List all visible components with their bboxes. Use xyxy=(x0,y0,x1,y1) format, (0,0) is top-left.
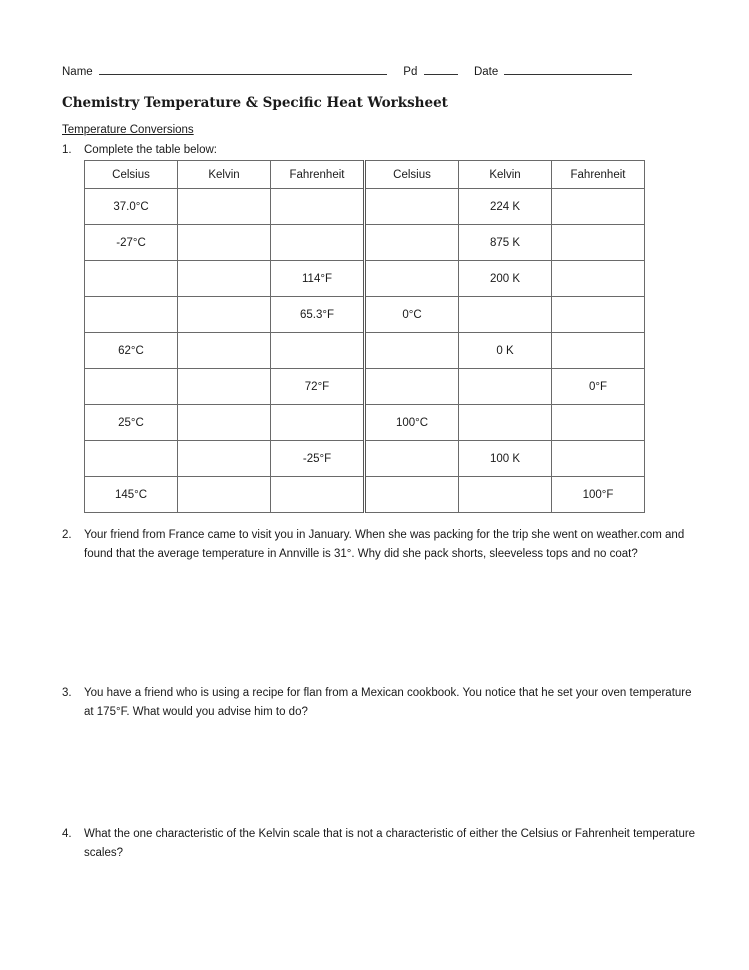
question-text: What the one characteristic of the Kelvin scale that is not a characteristic of either the Celsius or Fahrenheit temperature scales? xyxy=(84,828,696,859)
answer-cell[interactable] xyxy=(178,405,271,441)
answer-cell[interactable] xyxy=(552,441,645,477)
given-value-cell: 100 K xyxy=(459,441,552,477)
answer-cell[interactable] xyxy=(271,225,365,261)
question-number: 3. xyxy=(62,687,72,699)
given-value-cell: 65.3°F xyxy=(271,297,365,333)
given-value-cell: 200 K xyxy=(459,261,552,297)
column-header: Kelvin xyxy=(178,161,271,189)
given-value-cell: 62°C xyxy=(85,333,178,369)
answer-cell[interactable] xyxy=(178,189,271,225)
table-header-row xyxy=(85,161,645,189)
worksheet-title: Chemistry Temperature & Specific Heat Worksheet xyxy=(62,95,448,111)
question-number: 4. xyxy=(62,828,72,840)
answer-cell[interactable] xyxy=(85,369,178,405)
given-value-cell: 100°F xyxy=(552,477,645,513)
given-value-cell: 25°C xyxy=(85,405,178,441)
name-blank[interactable] xyxy=(99,63,387,75)
question-text: Your friend from France came to visit you in January. When she was packing for the trip she went on weather.com and found that the average temperature in Annville is 31°. Why did she pack shorts, sleeveless tops and no coat? xyxy=(84,529,685,560)
answer-cell[interactable] xyxy=(365,369,459,405)
answer-cell[interactable] xyxy=(178,297,271,333)
table-row xyxy=(85,441,645,477)
table-row xyxy=(85,405,645,441)
answer-cell[interactable] xyxy=(552,189,645,225)
given-value-cell: 100°C xyxy=(365,405,459,441)
answer-cell[interactable] xyxy=(365,441,459,477)
answer-cell[interactable] xyxy=(552,225,645,261)
column-header: Fahrenheit xyxy=(271,161,365,189)
answer-cell[interactable] xyxy=(365,225,459,261)
table-row xyxy=(85,369,645,405)
period-label: Pd xyxy=(403,66,418,78)
answer-cell[interactable] xyxy=(271,189,365,225)
given-value-cell: 37.0°C xyxy=(85,189,178,225)
given-value-cell: 72°F xyxy=(271,369,365,405)
name-label: Name xyxy=(62,66,93,78)
conversion-table xyxy=(84,160,645,513)
answer-cell[interactable] xyxy=(459,369,552,405)
question-number: 1. xyxy=(62,144,72,156)
column-header: Fahrenheit xyxy=(552,161,645,189)
table-row xyxy=(85,225,645,261)
given-value-cell: 0°F xyxy=(552,369,645,405)
given-value-cell: 145°C xyxy=(85,477,178,513)
answer-cell[interactable] xyxy=(365,333,459,369)
given-value-cell: -27°C xyxy=(85,225,178,261)
table-row xyxy=(85,297,645,333)
given-value-cell: -25°F xyxy=(271,441,365,477)
answer-cell[interactable] xyxy=(178,477,271,513)
answer-cell[interactable] xyxy=(178,333,271,369)
answer-cell[interactable] xyxy=(178,261,271,297)
question-text: Complete the table below: xyxy=(84,144,217,156)
answer-cell[interactable] xyxy=(178,369,271,405)
question-number: 2. xyxy=(62,529,72,541)
answer-cell[interactable] xyxy=(552,297,645,333)
answer-cell[interactable] xyxy=(271,333,365,369)
answer-cell[interactable] xyxy=(365,477,459,513)
answer-cell[interactable] xyxy=(459,405,552,441)
answer-cell[interactable] xyxy=(365,261,459,297)
answer-cell[interactable] xyxy=(85,297,178,333)
given-value-cell: 875 K xyxy=(459,225,552,261)
answer-cell[interactable] xyxy=(459,297,552,333)
student-info-line xyxy=(62,63,632,78)
table-row xyxy=(85,333,645,369)
column-header: Celsius xyxy=(85,161,178,189)
answer-cell[interactable] xyxy=(365,189,459,225)
answer-cell[interactable] xyxy=(552,405,645,441)
table-row xyxy=(85,477,645,513)
given-value-cell: 0 K xyxy=(459,333,552,369)
given-value-cell: 114°F xyxy=(271,261,365,297)
answer-cell[interactable] xyxy=(85,441,178,477)
answer-cell[interactable] xyxy=(85,261,178,297)
question-2 xyxy=(62,526,702,564)
column-header: Celsius xyxy=(365,161,459,189)
given-value-cell: 0°C xyxy=(365,297,459,333)
question-4 xyxy=(62,825,702,863)
question-3 xyxy=(62,684,702,722)
answer-cell[interactable] xyxy=(459,477,552,513)
answer-cell[interactable] xyxy=(271,477,365,513)
answer-cell[interactable] xyxy=(552,333,645,369)
date-label: Date xyxy=(473,66,499,78)
answer-cell[interactable] xyxy=(178,441,271,477)
answer-cell[interactable] xyxy=(552,261,645,297)
table-row xyxy=(85,261,645,297)
column-header: Kelvin xyxy=(459,161,552,189)
date-blank[interactable] xyxy=(504,63,632,75)
question-text: You have a friend who is using a recipe for flan from a Mexican cookbook. You notice that he set your oven temperature at 175°F. What would you advise him to do? xyxy=(84,687,692,718)
period-blank[interactable] xyxy=(424,63,458,75)
question-1 xyxy=(62,141,702,160)
answer-cell[interactable] xyxy=(271,405,365,441)
table-row xyxy=(85,189,645,225)
given-value-cell: 224 K xyxy=(459,189,552,225)
answer-cell[interactable] xyxy=(178,225,271,261)
section-heading: Temperature Conversions xyxy=(62,124,194,136)
